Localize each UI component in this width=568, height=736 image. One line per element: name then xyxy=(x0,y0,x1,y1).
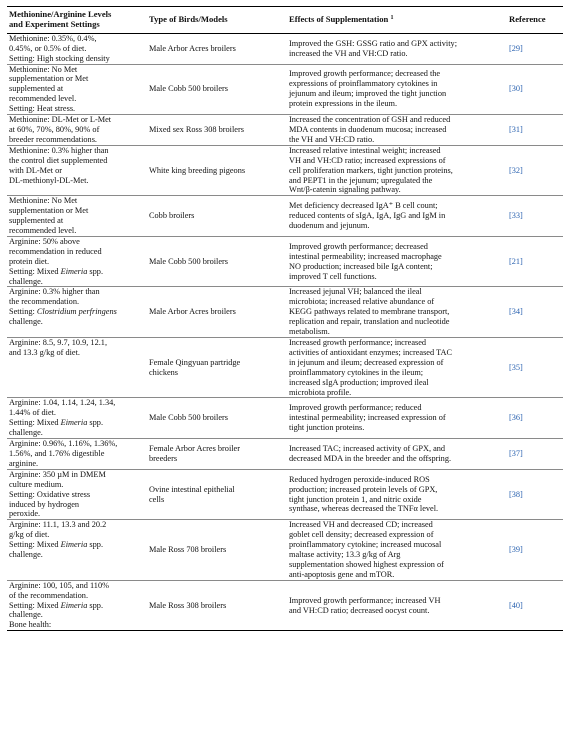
cell-line: cell proliferation markers, tight junction proteins, xyxy=(289,165,453,175)
reference-cell xyxy=(501,115,563,146)
effects-cell xyxy=(287,196,501,237)
citation-link[interactable]: [37] xyxy=(509,448,523,458)
table-row xyxy=(7,115,563,146)
cell-line: Arginine: 0.3% higher than xyxy=(9,287,100,297)
cell-line: Setting: Oxidative stress xyxy=(9,489,91,499)
table-row xyxy=(7,64,563,115)
cell-line: intestinal permeability; increased macrophage xyxy=(289,251,442,261)
reference-cell xyxy=(501,64,563,115)
cell-line: Arginine: 11.1, 13.3 and 20.2 xyxy=(9,520,107,530)
effects-cell xyxy=(287,520,501,580)
table-row xyxy=(7,398,563,439)
effects-cell xyxy=(287,64,501,115)
reference-cell xyxy=(501,196,563,237)
cell-line: Setting: Mixed Eimeria spp. xyxy=(9,266,104,276)
cell-line: maltase activity; 13.3 g/kg of Arg xyxy=(289,550,401,560)
table-body xyxy=(7,33,563,630)
model-cell xyxy=(147,398,287,439)
levels-cell xyxy=(7,469,147,520)
cell-line: decreased MDA in the breeder and the offspring. xyxy=(289,453,452,463)
citation-link[interactable]: [39] xyxy=(509,545,523,555)
cell-line: Setting: Heat stress. xyxy=(9,104,76,114)
cell-line: microbiota; increased relative abundance of xyxy=(289,297,435,307)
cell-line: NO production; increased bile IgA content; xyxy=(289,261,433,271)
model-cell xyxy=(147,338,287,398)
cell-line: challenge. xyxy=(9,610,43,620)
cell-line: Cobb broilers xyxy=(149,211,195,221)
table-row xyxy=(7,236,563,287)
table-header xyxy=(7,7,563,34)
reference-cell xyxy=(501,469,563,520)
cell-line: Improved the GSH: GSSG ratio and GPX activity; xyxy=(289,38,457,48)
cell-line: Improved growth performance; decreased xyxy=(289,241,428,251)
cell-line: Methionine: No Met xyxy=(9,196,78,206)
cell-line: Increased TAC; increased activity of GPX, and xyxy=(289,444,446,454)
cell-line: the recommendation. xyxy=(9,297,80,307)
cell-line: Increased relative intestinal weight; increased xyxy=(289,145,441,155)
cell-line: Setting: Mixed Eimeria spp. xyxy=(9,600,104,610)
table-row xyxy=(7,287,563,338)
cell-line: Female Qingyuan partridge xyxy=(149,357,241,367)
table-row xyxy=(7,338,563,398)
cell-line: reduced contents of sIgA, IgA, IgG and IgM in xyxy=(289,211,446,221)
cell-line: g/kg of diet. xyxy=(9,530,50,540)
cell-line: Methionine: 0.3% higher than xyxy=(9,145,109,155)
cell-line: Male Arbor Acres broilers xyxy=(149,43,236,53)
model-cell xyxy=(147,145,287,196)
cell-line: tight junction proteins. xyxy=(289,423,365,433)
cell-line: peroxide. xyxy=(9,509,41,519)
cell-line: the VH and VH:CD ratio. xyxy=(289,134,375,144)
cell-line: and PEPT1 in the jejunum; upregulated the xyxy=(289,175,433,185)
model-cell xyxy=(147,196,287,237)
cell-line: Male Ross 308 broilers xyxy=(149,600,227,610)
cell-line: VH and VH:CD ratio; increased expressions of xyxy=(289,155,446,165)
cell-line: Mixed sex Ross 308 broilers xyxy=(149,124,244,134)
cell-line: improved T cell functions. xyxy=(289,271,377,281)
cell-line: cells xyxy=(149,494,165,504)
cell-line: induced by hydrogen xyxy=(9,499,80,509)
levels-cell xyxy=(7,64,147,115)
cell-line: of the recommendation. xyxy=(9,590,89,600)
header-reference: Reference xyxy=(509,13,546,24)
header-effects: Effects of Supplementation $^1$ xyxy=(289,13,394,24)
cell-line: Methionine: DL-Met or L-Met xyxy=(9,115,112,125)
levels-cell xyxy=(7,439,147,470)
table-row xyxy=(7,439,563,470)
cell-line: White king breeding pigeons xyxy=(149,165,246,175)
effects-cell xyxy=(287,338,501,398)
cell-line: synthase, whereas decreased the TNFα level. xyxy=(289,504,439,514)
cell-line: expressions of proinflammatory cytokines in xyxy=(289,79,438,89)
citation-link[interactable]: [40] xyxy=(509,600,523,610)
cell-line: Arginine: 350 µM in DMEM xyxy=(9,469,106,479)
cell-line: challenge. xyxy=(9,317,43,327)
cell-line: arginine. xyxy=(9,458,39,468)
cell-line: the control diet supplemented xyxy=(9,155,108,165)
cell-line: at 60%, 70%, 80%, 90% of xyxy=(9,124,100,134)
levels-cell xyxy=(7,33,147,64)
effects-cell xyxy=(287,439,501,470)
effects-cell xyxy=(287,398,501,439)
cell-line: protein diet. xyxy=(9,256,50,266)
cell-line: supplementation or Met xyxy=(9,74,89,84)
effects-cell xyxy=(287,33,501,64)
reference-cell xyxy=(501,33,563,64)
citation-link[interactable]: [29] xyxy=(509,43,523,53)
model-cell xyxy=(147,236,287,287)
cell-line: Arginine: 0.96%, 1.16%, 1.36%, xyxy=(9,439,118,449)
levels-cell xyxy=(7,145,147,196)
cell-line: Increased jejunal VH; balanced the ileal xyxy=(289,287,422,297)
cell-line: jejunum and ileum; improved the tight junction xyxy=(289,89,447,99)
cell-line: Increased VH and decreased CD; increased xyxy=(289,520,433,530)
citation-link[interactable]: [31] xyxy=(509,124,523,134)
cell-line: Setting: Clostridium perfringens xyxy=(9,307,117,317)
cell-line: KEGG pathways related to membrane transport, xyxy=(289,307,450,317)
effects-cell xyxy=(287,115,501,146)
cell-line: Male Cobb 500 broilers xyxy=(149,256,229,266)
cell-line: Arginine: 1.04, 1.14, 1.24, 1.34, xyxy=(9,398,116,408)
levels-cell xyxy=(7,580,147,631)
cell-line: Male Cobb 500 broilers xyxy=(149,413,229,423)
cell-line: breeders xyxy=(149,453,178,463)
effects-cell xyxy=(287,236,501,287)
table-row xyxy=(7,469,563,520)
cell-line: supplementation or Met xyxy=(9,206,89,216)
cell-line: Setting: Mixed Eimeria spp. xyxy=(9,418,104,428)
cell-line: tight junction protein 1, and nitric oxide xyxy=(289,494,422,504)
reference-cell xyxy=(501,338,563,398)
cell-line: Male Ross 708 broilers xyxy=(149,545,227,555)
levels-cell xyxy=(7,287,147,338)
table-row xyxy=(7,196,563,237)
levels-cell xyxy=(7,398,147,439)
cell-line: duodenum and jejunum. xyxy=(289,221,370,231)
levels-cell xyxy=(7,115,147,146)
model-cell xyxy=(147,580,287,631)
cell-line: Arginine: 50% above xyxy=(9,236,80,246)
cell-line: supplemented at xyxy=(9,84,64,94)
cell-line: microbiota profile. xyxy=(289,387,352,397)
cell-line: MDA contents in duodenum mucosa; increased xyxy=(289,124,447,134)
cell-line: with DL-Met or xyxy=(9,165,62,175)
cell-line: activities of antioxidant enzymes; increased TAC xyxy=(289,347,452,357)
citation-link[interactable]: [21] xyxy=(509,256,523,266)
citation-link[interactable]: [33] xyxy=(509,211,523,221)
cell-line: production; increased protein levels of GPX, xyxy=(289,484,438,494)
cell-line: and VH:CD ratio; decreased oocyst count. xyxy=(289,605,430,615)
cell-line: breeder recommendations. xyxy=(9,134,98,144)
cell-line: Female Arbor Acres broiler xyxy=(149,444,241,454)
cell-line: 1.44% of diet. xyxy=(9,408,57,418)
cell-line: Methionine: 0.35%, 0.4%, xyxy=(9,33,97,43)
cell-line: Ovine intestinal epithelial xyxy=(149,484,235,494)
cell-line: and 13.3 g/kg of diet. xyxy=(9,347,80,357)
reference-cell xyxy=(501,236,563,287)
model-cell xyxy=(147,287,287,338)
model-cell xyxy=(147,439,287,470)
effects-cell xyxy=(287,145,501,196)
cell-line: recommended level. xyxy=(9,94,77,104)
citation-link[interactable]: [30] xyxy=(509,84,523,94)
effects-cell xyxy=(287,469,501,520)
cell-line: Improved growth performance; increased VH xyxy=(289,595,441,605)
cell-line: Setting: High stocking density xyxy=(9,53,110,63)
cell-line: metabolism. xyxy=(289,327,330,337)
model-cell xyxy=(147,115,287,146)
cell-line: DL-methionyl-DL-Met. xyxy=(9,175,89,185)
table-row xyxy=(7,580,563,631)
cell-line: in jejunum and ileum; decreased expression of xyxy=(289,357,444,367)
cell-line: proinflammatory cytokines in the ileum; xyxy=(289,367,424,377)
cell-line: Increased the concentration of GSH and reduced xyxy=(289,115,451,125)
model-cell xyxy=(147,520,287,580)
model-cell xyxy=(147,64,287,115)
cell-line: Male Arbor Acres broilers xyxy=(149,307,236,317)
table-row xyxy=(7,33,563,64)
citation-link[interactable]: [38] xyxy=(509,489,523,499)
effects-cell xyxy=(287,287,501,338)
levels-cell xyxy=(7,520,147,580)
cell-line: Arginine: 8.5, 9.7, 10.9, 12.1, xyxy=(9,338,108,347)
cell-line: 0.45%, or 0.5% of diet. xyxy=(9,43,87,53)
cell-line: Bone health: xyxy=(9,620,52,630)
cell-line: Reduced hydrogen peroxide-induced ROS xyxy=(289,474,430,484)
cell-line: supplementation showed highest expression of xyxy=(289,559,444,569)
cell-line: recommendation in reduced xyxy=(9,246,102,256)
cell-line: Met deficiency decreased IgA⁺ B cell count; xyxy=(289,201,438,211)
cell-line: goblet cell density; decreased expression of xyxy=(289,530,434,540)
cell-line: recommended level. xyxy=(9,226,77,236)
cell-line: Increased growth performance; increased xyxy=(289,338,427,347)
citation-link[interactable]: [34] xyxy=(509,307,523,317)
reference-cell xyxy=(501,439,563,470)
cell-line: Methionine: No Met xyxy=(9,64,78,74)
cell-line: challenge. xyxy=(9,428,43,438)
cell-line: Male Cobb 500 broilers xyxy=(149,84,229,94)
cell-line: Improved growth performance; reduced xyxy=(289,403,422,413)
cell-line: challenge. xyxy=(9,276,43,286)
cell-line: increased sIgA production; improved ileal xyxy=(289,377,429,387)
cell-line: Wnt/β-catenin signaling pathway. xyxy=(289,185,401,195)
cell-line: intestinal permeability; increased expression of xyxy=(289,413,446,423)
cell-line: increased the VH and VH:CD ratio. xyxy=(289,48,408,58)
reference-cell xyxy=(501,580,563,631)
cell-line: Arginine: 100, 105, and 110% xyxy=(9,580,110,590)
citation-link[interactable]: [32] xyxy=(509,165,523,175)
levels-cell xyxy=(7,196,147,237)
reference-cell xyxy=(501,145,563,196)
cell-line: culture medium. xyxy=(9,479,64,489)
cell-line: 1.56%, and 1.76% digestible xyxy=(9,448,105,458)
cell-line: protein expressions in the ileum. xyxy=(289,99,398,109)
citation-link[interactable]: [35] xyxy=(509,362,523,372)
model-cell xyxy=(147,33,287,64)
table-row xyxy=(7,520,563,580)
cell-line: challenge. xyxy=(9,550,43,560)
reference-cell xyxy=(501,398,563,439)
cell-line: proinflammatory cytokine; increased mucosal xyxy=(289,540,442,550)
cell-line: anti-apoptosis gene and mTOR. xyxy=(289,569,395,579)
cell-line: Setting: Mixed Eimeria spp. xyxy=(9,540,104,550)
citation-link[interactable]: [36] xyxy=(509,413,523,423)
levels-cell xyxy=(7,338,147,398)
header-model: Type of Birds/Models xyxy=(149,13,228,24)
table-row xyxy=(7,145,563,196)
header-levels: Methionine/Arginine Levels and Experiment Settings xyxy=(9,9,112,29)
levels-cell xyxy=(7,236,147,287)
effects-cell xyxy=(287,580,501,631)
cell-line: supplemented at xyxy=(9,216,64,226)
model-cell xyxy=(147,469,287,520)
reference-cell xyxy=(501,520,563,580)
supplementation-table xyxy=(7,6,563,631)
cell-line: Improved growth performance; decreased the xyxy=(289,69,441,79)
cell-line: replication and repair, translation and nucleotide xyxy=(289,317,450,327)
reference-cell xyxy=(501,287,563,338)
cell-line: chickens xyxy=(149,367,179,377)
